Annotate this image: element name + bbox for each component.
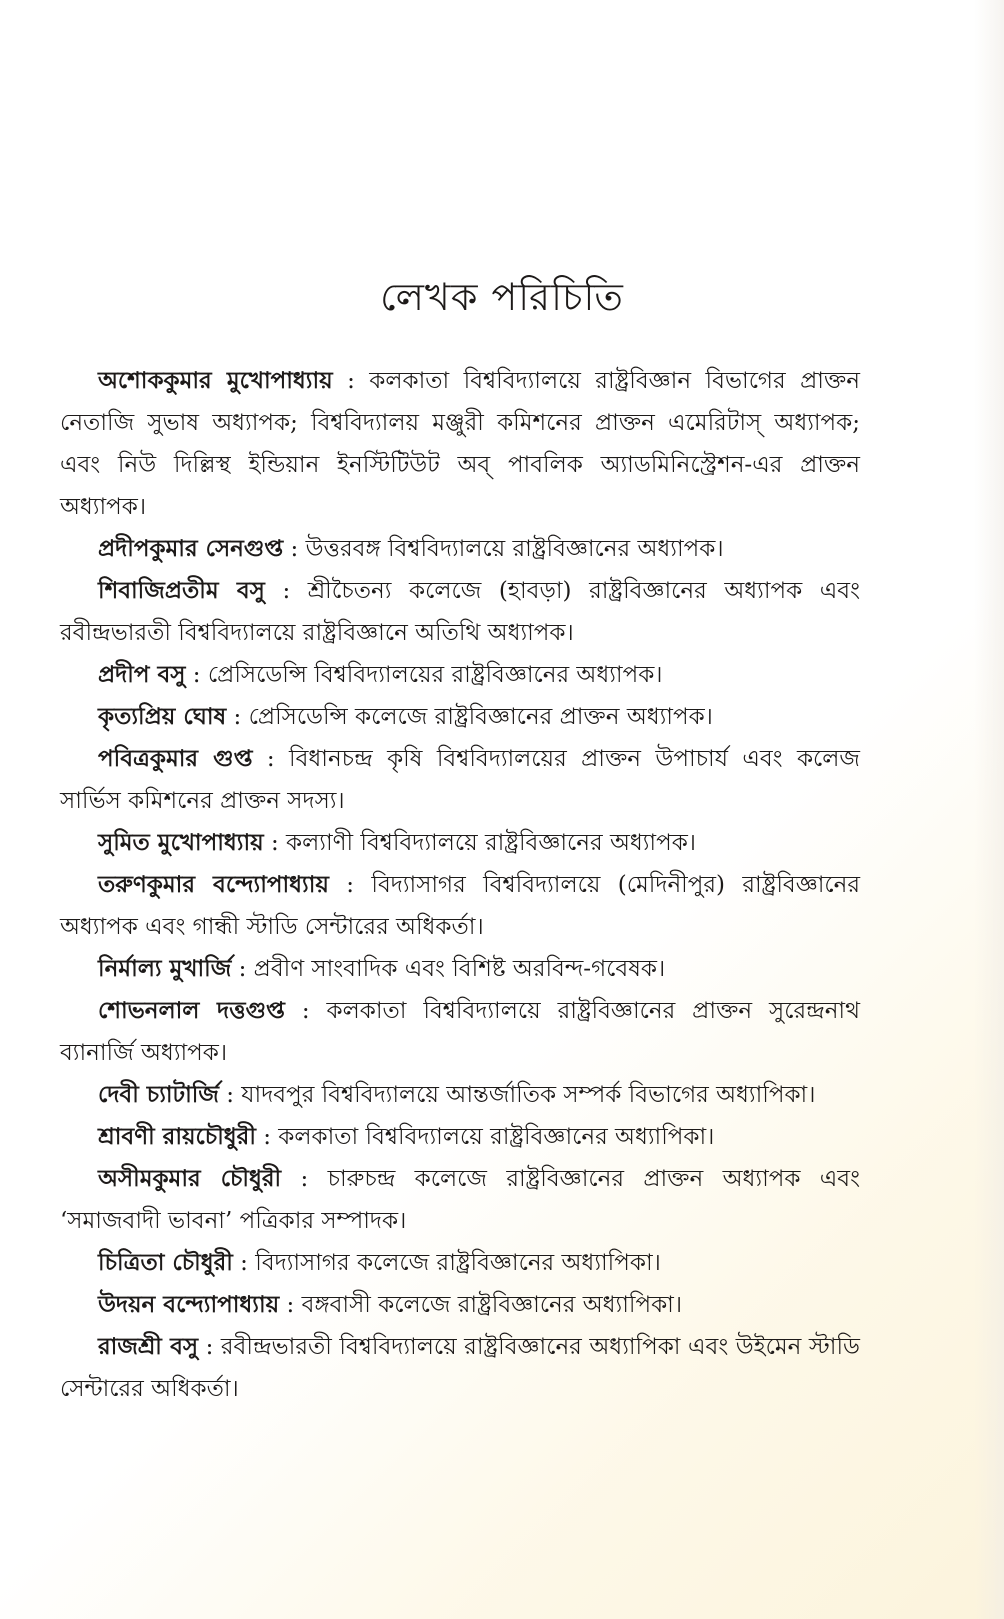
author-name: নির্মাল্য মুখার্জি bbox=[98, 955, 232, 982]
author-entry: অসীমকুমার চৌধুরী : চারুচন্দ্র কলেজে রাষ্ট্রবিজ্ঞানের প্রাক্তন অধ্যাপক এবং ‘সমাজবাদী ভাবনা’ পত্রিকার সম্পাদক। bbox=[60, 1165, 860, 1234]
author-name: উদয়ন বন্দ্যোপাধ্যায় bbox=[98, 1291, 280, 1318]
page-title: লেখক পরিচিতি bbox=[380, 275, 624, 319]
author-name: দেবী চ্যাটার্জি bbox=[98, 1081, 219, 1108]
author-description: কলকাতা বিশ্ববিদ্যালয়ে রাষ্ট্রবিজ্ঞান বিভাগের প্রাক্তন নেতাজি সুভাষ অধ্যাপক; বিশ্ববিদ্যালয় মঞ্জুরী কমিশনের প্রাক্তন এমেরিটাস্ অধ্যাপক; এবং নিউ দিল্লিস্থ ইন্ডিয়ান ইনস্টিটিউট অব্ পাবলিক অ্যাডমিনিস্ট্রেশন-এর প্রাক্তন অধ্যাপক। bbox=[60, 368, 860, 520]
author-description: বিদ্যাসাগর বিশ্ববিদ্যালয়ে (মেদিনীপুর) রাষ্ট্রবিজ্ঞানের অধ্যাপক এবং গান্ধী স্টাডি সেন্টারের অধিকর্তা। bbox=[60, 872, 861, 940]
author-name: সুমিত মুখোপাধ্যায় bbox=[98, 829, 264, 856]
author-description: কলকাতা বিশ্ববিদ্যালয়ে রাষ্ট্রবিজ্ঞানের অধ্যাপিকা। bbox=[278, 1124, 715, 1150]
author-description: প্রেসিডেন্সি কলেজে রাষ্ট্রবিজ্ঞানের প্রাক্তন অধ্যাপক। bbox=[248, 704, 713, 730]
author-description: কল্যাণী বিশ্ববিদ্যালয়ে রাষ্ট্রবিজ্ঞানের অধ্যাপক। bbox=[286, 830, 697, 856]
author-description: শ্রীচৈতন্য কলেজে (হাবড়া) রাষ্ট্রবিজ্ঞানের অধ্যাপক এবং রবীন্দ্রভারতী বিশ্ববিদ্যালয়ে রাষ্ট্রবিজ্ঞানে অতিথি অধ্যাপক। bbox=[60, 578, 860, 646]
author-description: বঙ্গবাসী কলেজে রাষ্ট্রবিজ্ঞানের অধ্যাপিকা। bbox=[301, 1292, 683, 1318]
author-entry: প্রদীপকুমার সেনগুপ্ত : উত্তরবঙ্গ বিশ্ববিদ্যালয়ে রাষ্ট্রবিজ্ঞানের অধ্যাপক। bbox=[98, 535, 724, 562]
author-list bbox=[60, 360, 860, 1410]
author-description: প্রেসিডেন্সি বিশ্ববিদ্যালয়ের রাষ্ট্রবিজ্ঞানের অধ্যাপক। bbox=[207, 662, 663, 688]
author-name: তরুণকুমার বন্দ্যোপাধ্যায় bbox=[98, 871, 329, 898]
author-name: রাজশ্রী বসু bbox=[98, 1333, 199, 1360]
author-entry: তরুণকুমার বন্দ্যোপাধ্যায় : বিদ্যাসাগর বিশ্ববিদ্যালয়ে (মেদিনীপুর) রাষ্ট্রবিজ্ঞানের অধ্যাপক এবং গান্ধী স্টাডি সেন্টারের অধিকর্তা। bbox=[60, 871, 861, 940]
author-entry: সুমিত মুখোপাধ্যায় : কল্যাণী বিশ্ববিদ্যালয়ে রাষ্ট্রবিজ্ঞানের অধ্যাপক। bbox=[98, 829, 697, 856]
author-description: প্রবীণ সাংবাদিক এবং বিশিষ্ট অরবিন্দ-গবেষক। bbox=[253, 956, 666, 982]
author-name: কৃত্যপ্রিয় ঘোষ bbox=[98, 703, 227, 730]
author-description: রবীন্দ্রভারতী বিশ্ববিদ্যালয়ে রাষ্ট্রবিজ্ঞানের অধ্যাপিকা এবং উইমেন স্টাডি সেন্টারের অধিকর্তা। bbox=[60, 1334, 860, 1402]
author-name: প্রদীপ বসু bbox=[98, 661, 186, 688]
author-entry: কৃত্যপ্রিয় ঘোষ : প্রেসিডেন্সি কলেজে রাষ্ট্রবিজ্ঞানের প্রাক্তন অধ্যাপক। bbox=[98, 703, 713, 730]
author-name: পবিত্রকুমার গুপ্ত bbox=[98, 745, 253, 772]
author-entry: প্রদীপ বসু : প্রেসিডেন্সি বিশ্ববিদ্যালয়ের রাষ্ট্রবিজ্ঞানের অধ্যাপক। bbox=[98, 661, 663, 688]
author-entry: চিত্রিতা চৌধুরী : বিদ্যাসাগর কলেজে রাষ্ট্রবিজ্ঞানের অধ্যাপিকা। bbox=[98, 1249, 661, 1276]
author-entry: দেবী চ্যাটার্জি : যাদবপুর বিশ্ববিদ্যালয়ে আন্তর্জাতিক সম্পর্ক বিভাগের অধ্যাপিকা। bbox=[98, 1081, 816, 1108]
author-description: বিদ্যাসাগর কলেজে রাষ্ট্রবিজ্ঞানের অধ্যাপিকা। bbox=[255, 1250, 661, 1276]
author-description: চারুচন্দ্র কলেজে রাষ্ট্রবিজ্ঞানের প্রাক্তন অধ্যাপক এবং ‘সমাজবাদী ভাবনা’ পত্রিকার সম্পাদক। bbox=[60, 1166, 860, 1234]
author-name: প্রদীপকুমার সেনগুপ্ত bbox=[98, 535, 284, 562]
author-description: উত্তরবঙ্গ বিশ্ববিদ্যালয়ে রাষ্ট্রবিজ্ঞানের অধ্যাপক। bbox=[305, 536, 724, 562]
author-description: যাদবপুর বিশ্ববিদ্যালয়ে আন্তর্জাতিক সম্পর্ক বিভাগের অধ্যাপিকা। bbox=[241, 1082, 816, 1108]
author-name: চিত্রিতা চৌধুরী bbox=[98, 1249, 233, 1276]
author-entry: পবিত্রকুমার গুপ্ত : বিধানচন্দ্র কৃষি বিশ্ববিদ্যালয়ের প্রাক্তন উপাচার্য এবং কলেজ সার্ভিস কমিশনের প্রাক্তন সদস্য। bbox=[60, 745, 860, 814]
author-entry: শিবাজিপ্রতীম বসু : শ্রীচৈতন্য কলেজে (হাবড়া) রাষ্ট্রবিজ্ঞানের অধ্যাপক এবং রবীন্দ্রভারতী বিশ্ববিদ্যালয়ে রাষ্ট্রবিজ্ঞানে অতিথি অধ্যাপক। bbox=[60, 577, 860, 646]
author-name: অসীমকুমার চৌধুরী bbox=[98, 1165, 282, 1192]
page-edge-shade bbox=[974, 0, 1004, 1619]
author-name: অশোককুমার মুখোপাধ্যায় bbox=[98, 367, 333, 394]
author-name: শ্রাবণী রায়চৌধুরী bbox=[98, 1123, 256, 1150]
author-entry: শোভনলাল দত্তগুপ্ত : কলকাতা বিশ্ববিদ্যালয়ে রাষ্ট্রবিজ্ঞানের প্রাক্তন সুরেন্দ্রনাথ ব্যানার্জি অধ্যাপক। bbox=[60, 997, 860, 1066]
author-entry: অশোককুমার মুখোপাধ্যায় : কলকাতা বিশ্ববিদ্যালয়ে রাষ্ট্রবিজ্ঞান বিভাগের প্রাক্তন নেতাজি সুভাষ অধ্যাপক; বিশ্ববিদ্যালয় মঞ্জুরী কমিশনের প্রাক্তন এমেরিটাস্ অধ্যাপক; এবং নিউ দিল্লিস্থ ইন্ডিয়ান ইনস্টিটিউট অব্ পাবলিক অ্যাডমিনিস্ট্রেশন-এর প্রাক্তন অধ্যাপক। bbox=[60, 367, 860, 520]
author-name: শোভনলাল দত্তগুপ্ত bbox=[98, 997, 285, 1024]
author-entry: রাজশ্রী বসু : রবীন্দ্রভারতী বিশ্ববিদ্যালয়ে রাষ্ট্রবিজ্ঞানের অধ্যাপিকা এবং উইমেন স্টাডি সেন্টারের অধিকর্তা। bbox=[60, 1333, 860, 1402]
author-description: বিধানচন্দ্র কৃষি বিশ্ববিদ্যালয়ের প্রাক্তন উপাচার্য এবং কলেজ সার্ভিস কমিশনের প্রাক্তন সদস্য। bbox=[60, 746, 860, 814]
author-entry: উদয়ন বন্দ্যোপাধ্যায় : বঙ্গবাসী কলেজে রাষ্ট্রবিজ্ঞানের অধ্যাপিকা। bbox=[98, 1291, 683, 1318]
author-description: কলকাতা বিশ্ববিদ্যালয়ে রাষ্ট্রবিজ্ঞানের প্রাক্তন সুরেন্দ্রনাথ ব্যানার্জি অধ্যাপক। bbox=[60, 998, 860, 1066]
author-entry: নির্মাল্য মুখার্জি : প্রবীণ সাংবাদিক এবং বিশিষ্ট অরবিন্দ-গবেষক। bbox=[98, 955, 666, 982]
author-name: শিবাজিপ্রতীম বসু bbox=[98, 577, 265, 604]
author-entry: শ্রাবণী রায়চৌধুরী : কলকাতা বিশ্ববিদ্যালয়ে রাষ্ট্রবিজ্ঞানের অধ্যাপিকা। bbox=[98, 1123, 715, 1150]
